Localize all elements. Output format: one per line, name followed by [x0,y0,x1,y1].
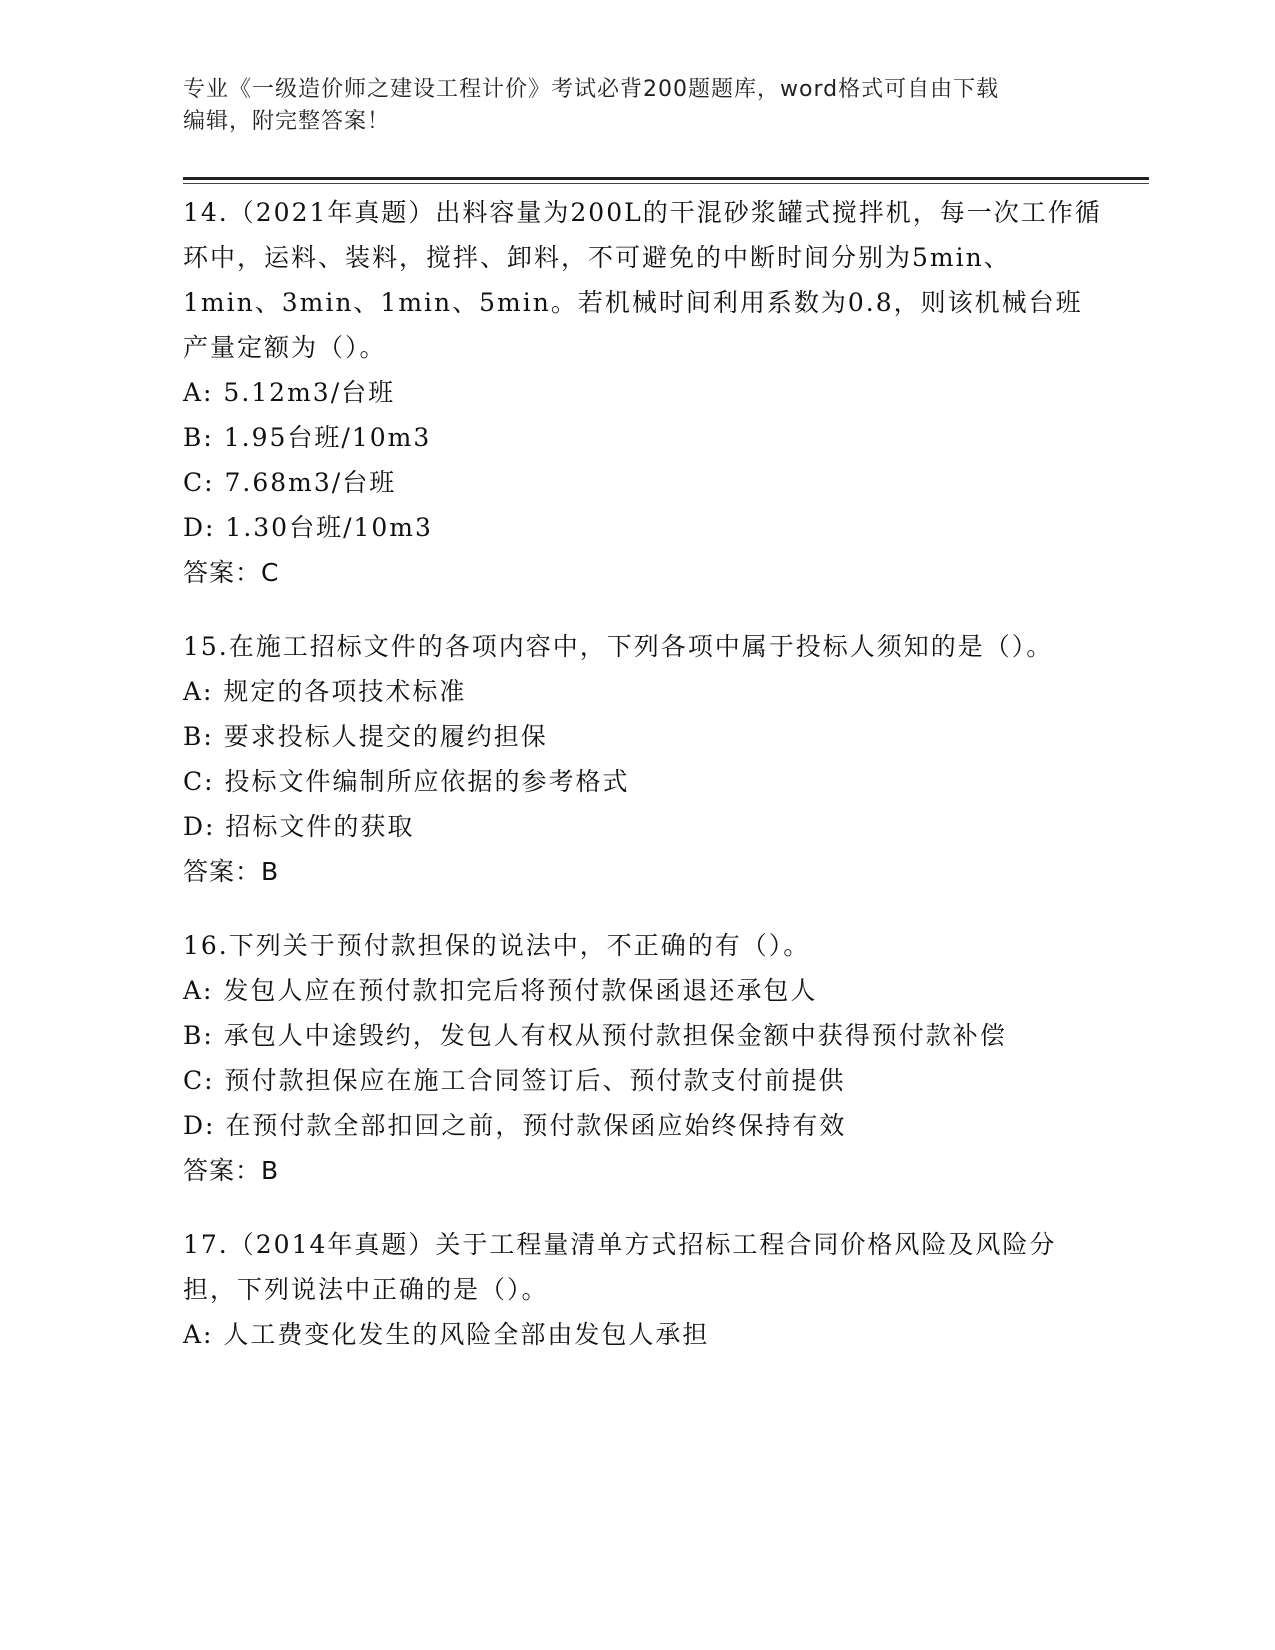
header-divider-thin [183,183,1149,184]
question-14 [183,190,1103,596]
option-c: C: 7.68m3/台班 [183,468,397,497]
option-b: B: 1.95台班/10m3 [183,423,432,452]
question-15 [183,624,1103,895]
question-stem: 15.在施工招标文件的各项内容中，下列各项中属于投标人须知的是（）。 [183,632,1054,661]
header-line-2: 编辑，附完整答案！ [183,109,391,134]
question-16 [183,923,1103,1194]
header-divider [183,177,1149,180]
question-stem: 16.下列关于预付款担保的说法中，不正确的有（）。 [183,931,811,960]
header-line-1: 专业《一级造价师之建设工程计价》考试必背200题题库，word格式可自由下载 [183,77,1000,102]
option-c: C: 投标文件编制所应依据的参考格式 [183,767,630,796]
question-stem: 17.（2014年真题）关于工程量清单方式招标工程合同价格风险及风险分担，下列说法中正确的是（）。 [183,1230,1057,1304]
question-17 [183,1222,1103,1357]
option-a: A: 人工费变化发生的风险全部由发包人承担 [183,1320,710,1349]
option-a: A: 发包人应在预付款扣完后将预付款保函退还承包人 [183,976,818,1005]
option-d: D: 招标文件的获取 [183,812,415,841]
option-d: D: 在预付款全部扣回之前，预付款保函应始终保持有效 [183,1111,847,1140]
question-stem: 14.（2021年真题）出料容量为200L的干混砂浆罐式搅拌机，每一次工作循环中，运料、装料，搅拌、卸料，不可避免的中断时间分别为5min、1min、3min、1min、5min。若机械时间利用系数为0.8，则该机械台班产量定额为（）。 [183,198,1102,362]
option-b: B: 要求投标人提交的履约担保 [183,722,548,751]
document-header [183,74,1063,138]
question-list [183,190,1103,1385]
option-c: C: 预付款担保应在施工合同签订后、预付款支付前提供 [183,1066,846,1095]
option-d: D: 1.30台班/10m3 [183,513,433,542]
answer: 答案：B [183,1156,280,1185]
answer: 答案：C [183,558,280,587]
option-a: A: 规定的各项技术标准 [183,677,467,706]
option-b: B: 承包人中途毁约，发包人有权从预付款担保金额中获得预付款补偿 [183,1021,1007,1050]
option-a: A: 5.12m3/台班 [183,378,396,407]
answer: 答案：B [183,857,280,886]
